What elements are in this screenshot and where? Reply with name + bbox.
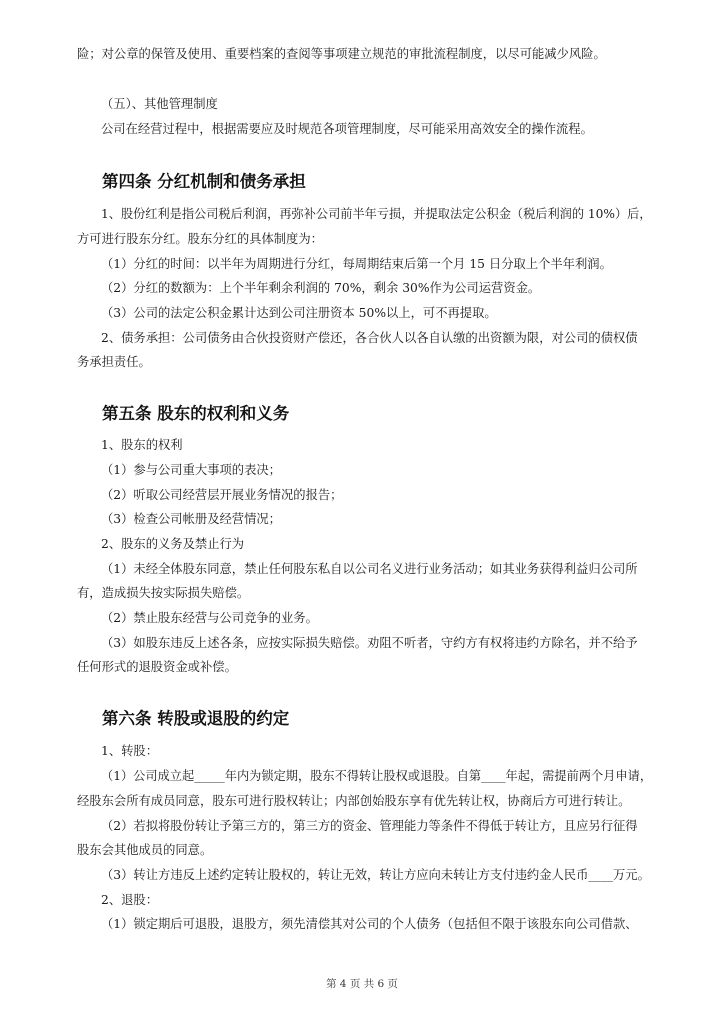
text-line: （2）分红的数额为：上个半年剩余利润的 70%，剩余 30%作为公司运营资金。 [101, 281, 541, 295]
text-line: （2）若拟将股份转让予第三方的，第三方的资金、管理能力等条件不得低于转让方，且应另行征得 [101, 819, 638, 833]
text-line: 方可进行股东分红。股东分红的具体制度为： [77, 232, 323, 246]
text-line: （2）禁止股东经营与公司竞争的业务。 [101, 611, 318, 625]
text-line: 1、股份红利是指公司税后利润，再弥补公司前半年亏损，并提取法定公积金（税后利润的 10%）后， [101, 207, 652, 221]
text-line: （1）参与公司重大事项的表决； [101, 463, 281, 477]
text-line: （3）公司的法定公积金累计达到公司注册资本 50%以上，可不再提取。 [101, 306, 497, 320]
text-line: （1）锁定期后可退股，退股方，须先清偿其对公司的个人债务（包括但不限于该股东向公司借款、 [101, 917, 638, 931]
text-line: （3）转让方违反上述约定转让股权的，转让无效，转让方应向未转让方支付违约金人民币____万元。 [101, 868, 650, 882]
text-line: 务承担责任。 [77, 355, 151, 369]
text-line: （1）公司成立起_____年内为锁定期，股东不得转让股权或退股。自第____年起，需提前两个月申请， [101, 769, 653, 783]
text-line: （1）分红的时间：以半年为周期进行分红，每周期结束后第一个月 15 日分取上个半年利润。 [101, 257, 612, 271]
text-line: 1、股东的权利 [101, 438, 183, 452]
text-line: 险；对公章的保管及使用、重要档案的查阅等事项建立规范的审批流程制度，以尽可能减少风险。 [77, 47, 606, 61]
text-line: 有，造成损失按实际损失赔偿。 [77, 586, 250, 600]
text-line: （2）听取公司经营层开展业务情况的报告； [101, 488, 343, 502]
article-heading-5: 第五条 股东的权利和义务 [102, 404, 290, 423]
text-line: 公司在经营过程中，根据需要应及时规范各项管理制度，尽可能采用高效安全的操作流程。 [101, 122, 593, 136]
text-line: 2、股东的义务及禁止行为 [101, 537, 245, 551]
text-line: 2、债务承担：公司债务由合伙投资财产偿还，各合伙人以各自认缴的出资额为限，对公司的债权债 [101, 331, 638, 345]
article-heading-4: 第四条 分红机制和债务承担 [102, 172, 306, 191]
text-line: （1）未经全体股东同意，禁止任何股东私自以公司名义进行业务活动；如其业务获得利益归公司所 [101, 562, 638, 576]
text-line: （3）检查公司帐册及经营情况； [101, 512, 281, 526]
text-line: 2、退股： [101, 893, 159, 907]
text-line: 经股东会所有成员同意，股东可进行股权转让；内部创始股东享有优先转让权，协商后方可进行转让。 [77, 794, 631, 808]
text-line: 股东会其他成员的同意。 [77, 843, 213, 857]
text-line: （3）如股东违反上述各条，应按实际损失赔偿。劝阻不听者，守约方有权将违约方除名，并不给予 [101, 636, 638, 650]
section-subheading: （五）、其他管理制度 [101, 97, 218, 111]
text-line: 1、转股： [101, 744, 159, 758]
text-line: 任何形式的退股资金或补偿。 [77, 660, 237, 674]
page-footer: 第 4 页 共 6 页 [325, 978, 399, 990]
article-heading-6: 第六条 转股或退股的约定 [102, 709, 290, 728]
